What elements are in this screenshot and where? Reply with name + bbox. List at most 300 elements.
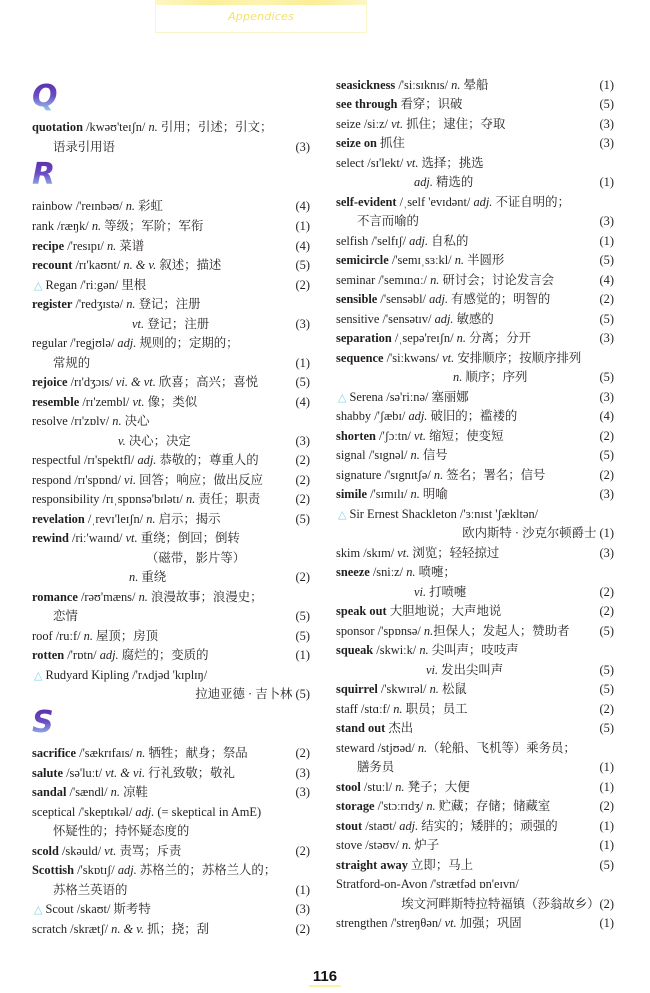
glossary-entry <box>32 509 310 529</box>
header-title: Appendices <box>228 10 294 23</box>
glossary-entry <box>32 411 310 431</box>
entry-definition: 腐烂的；变质的 <box>118 648 209 662</box>
entry-text <box>32 196 163 216</box>
entry-headword: shorten <box>336 429 376 443</box>
entry-text <box>336 796 550 816</box>
entry-part-of-speech: adj. <box>399 819 419 833</box>
entry-unit-number: (1) <box>599 234 614 248</box>
entry-headword: romance <box>32 590 78 604</box>
entry-unit-number: (2) <box>599 604 614 618</box>
glossary-entry <box>336 699 614 719</box>
entry-headword: stout <box>336 819 363 833</box>
glossary-entry <box>32 665 310 685</box>
entry-definition: 签名；署名；信号 <box>443 468 546 482</box>
entry-unit-number: (5) <box>295 375 310 389</box>
glossary-entry <box>336 504 614 524</box>
entry-definition: （轮船、飞机等）乘务员； <box>427 741 576 755</box>
entry-text <box>401 894 614 914</box>
entry-unit-number: (5) <box>599 721 614 735</box>
entry-text <box>53 353 90 373</box>
entry-part-of-speech: n. <box>426 799 436 813</box>
glossary-entry <box>336 387 614 407</box>
entry-definition: 信号 <box>419 448 448 462</box>
entry-pronunciation: sponsor /'spɒnsə/ <box>336 624 424 638</box>
entry-definition: 凉鞋 <box>119 785 148 799</box>
glossary-entry <box>32 353 310 373</box>
entry-translation: 欧内斯特 · 沙克尔顿爵士 (1) <box>462 526 614 540</box>
entry-part-of-speech: vt. <box>413 429 427 443</box>
entry-pronunciation: rank /ræŋk/ <box>32 219 92 233</box>
entry-part-of-speech: adj. <box>117 336 137 350</box>
section-letter-q: Q <box>32 82 62 112</box>
entry-definition: 敏感的 <box>453 312 494 326</box>
entry-part-of-speech: n. <box>423 624 434 638</box>
proper-noun-triangle-icon: △ <box>338 508 347 521</box>
entry-text <box>129 567 166 587</box>
entry-part-of-speech: n. <box>451 78 461 92</box>
entry-pronunciation: responsibility /rɪˌspɒnsə'bɪlətɪ/ <box>32 492 186 506</box>
entry-headword: seize on <box>336 136 377 150</box>
entry-unit-number: (5) <box>599 448 614 462</box>
entry-text <box>32 489 260 509</box>
entry-pronunciation: /ˌself 'evɪdənt/ <box>396 195 474 209</box>
entry-text <box>32 743 248 763</box>
entry-definition: 明喻 <box>419 487 448 501</box>
entry-definition: 加强；巩固 <box>456 916 522 930</box>
entry-definition: 回答；响应；做出反应 <box>136 473 264 487</box>
entry-part-of-speech: n. <box>83 629 93 643</box>
entry-text <box>336 445 448 465</box>
entry-definition: (= skeptical in AmE) <box>154 805 262 819</box>
entry-text <box>453 367 527 387</box>
entry-definition: 规则的；定期的； <box>136 336 239 350</box>
entry-text <box>32 392 197 412</box>
entry-unit-number: (2) <box>599 292 614 306</box>
entry-pronunciation: /staʊt/ <box>362 819 400 833</box>
entry-text <box>32 860 276 880</box>
entry-headword: recount <box>32 258 73 272</box>
glossary-entry <box>336 582 614 602</box>
entry-headword: rewind <box>32 531 69 545</box>
entry-part-of-speech: adj. <box>137 453 157 467</box>
glossary-entry <box>336 894 614 914</box>
entry-pronunciation: 苏格兰英语的 <box>53 883 128 897</box>
entry-pronunciation: 杰出 <box>385 721 414 735</box>
entry-headword: quotation <box>32 120 83 134</box>
entry-pronunciation: staff /stɑːf/ <box>336 702 394 716</box>
entry-part-of-speech: n. <box>410 448 420 462</box>
entry-unit-number: (2) <box>599 702 614 716</box>
entry-headword: scold <box>32 844 59 858</box>
section-letter-s: S <box>32 708 62 738</box>
entry-part-of-speech: n. <box>406 565 416 579</box>
glossary-entry <box>32 587 310 607</box>
entry-part-of-speech: n. <box>430 273 440 287</box>
entry-headword: squeak <box>336 643 374 657</box>
entry-pronunciation: signature /'sɪgnɪtʃə/ <box>336 468 434 482</box>
entry-definition: 责任；职责 <box>195 492 261 506</box>
entry-definition: 屋顶；房顶 <box>92 629 158 643</box>
entry-headword: Scottish <box>32 863 74 877</box>
entry-text <box>336 699 468 719</box>
entry-headword: register <box>32 297 73 311</box>
entry-unit-number: (2) <box>295 844 310 858</box>
glossary-entry <box>336 153 614 173</box>
entry-text <box>336 133 405 153</box>
entry-unit-number: (5) <box>295 629 310 643</box>
glossary-entry <box>32 294 310 314</box>
entry-unit-number: (5) <box>599 312 614 326</box>
entry-text <box>34 899 151 920</box>
entry-definition: 选择；挑选 <box>418 156 484 170</box>
entry-pronunciation: /'skwɪrəl/ <box>377 682 430 696</box>
entry-definition: 抓；挠；刮 <box>143 922 210 936</box>
glossary-entry <box>32 606 310 626</box>
entry-text <box>336 718 413 738</box>
entry-part-of-speech: n. <box>395 780 405 794</box>
entry-part-of-speech: vt. & vi. <box>105 766 146 780</box>
entry-unit-number: (1) <box>599 175 614 189</box>
entry-part-of-speech: n. <box>410 487 420 501</box>
entry-unit-number: (3) <box>295 785 310 799</box>
entry-definition: 决心；决定 <box>125 434 191 448</box>
glossary-entry <box>32 137 310 157</box>
entry-unit-number: (5) <box>599 370 614 384</box>
entry-text <box>336 426 503 446</box>
glossary-entry <box>336 601 614 621</box>
entry-part-of-speech: vt. <box>125 531 138 545</box>
entry-unit-number: (3) <box>599 117 614 131</box>
entry-text <box>32 528 240 548</box>
entry-definition: 欣喜；高兴；喜悦 <box>155 375 259 389</box>
entry-definition: 担保人；发起人；赞助者 <box>433 624 570 638</box>
entry-pronunciation: /rəʊ'mæns/ <box>77 590 139 604</box>
entry-text <box>336 348 581 368</box>
entry-text <box>336 75 488 95</box>
entry-pronunciation: Stratford-on-Avon /'strætfəd ɒn'eɪvn/ <box>336 877 519 891</box>
entry-text <box>53 137 115 157</box>
entry-pronunciation: 常规的 <box>53 356 91 370</box>
entry-pronunciation: /kwəʊ'teɪʃn/ <box>82 120 149 134</box>
entry-text <box>195 684 310 704</box>
entry-unit-number: (3) <box>599 136 614 150</box>
entry-pronunciation: 看穿；识破 <box>397 97 463 111</box>
entry-unit-number: (5) <box>599 624 614 638</box>
entry-text <box>32 333 239 353</box>
entry-pronunciation: Serena /sə'riːnə/ 塞丽娜 <box>349 390 469 404</box>
entry-text <box>426 660 503 680</box>
glossary-entry <box>336 367 614 387</box>
entry-text <box>32 802 261 822</box>
entry-unit-number: (2) <box>599 585 614 599</box>
entry-part-of-speech: vt. <box>104 844 117 858</box>
glossary-entry <box>32 470 310 490</box>
entry-text <box>336 289 550 309</box>
glossary-entry <box>336 816 614 836</box>
glossary-entry <box>32 743 310 763</box>
entry-headword: resemble <box>32 395 80 409</box>
entry-pronunciation: 抓住 <box>376 136 405 150</box>
entry-text <box>32 236 144 256</box>
glossary-entry <box>336 523 614 543</box>
entry-unit-number: (5) <box>599 858 614 872</box>
entry-text <box>32 372 258 392</box>
entry-part-of-speech: n. <box>453 370 463 384</box>
entry-pronunciation: /riː'waɪnd/ <box>68 531 126 545</box>
entry-unit-number: (4) <box>599 273 614 287</box>
entry-text <box>32 509 221 529</box>
entry-text <box>53 821 189 841</box>
entry-pronunciation: /'rɒtn/ <box>64 648 100 662</box>
entry-unit-number: (1) <box>599 780 614 794</box>
entry-unit-number: (1) <box>599 760 614 774</box>
entry-unit-number: (2) <box>599 799 614 813</box>
entry-part-of-speech: vt. <box>391 117 404 131</box>
entry-pronunciation: （磁带，影片等） <box>146 551 246 565</box>
entry-text <box>32 841 181 861</box>
entry-text <box>336 543 499 563</box>
entry-pronunciation: /'siːkwəns/ <box>383 351 443 365</box>
glossary-entry <box>32 684 310 704</box>
entry-pronunciation: /'stɔːrɪdʒ/ <box>374 799 427 813</box>
entry-pronunciation: resolve /rɪ'zɒlv/ <box>32 414 113 428</box>
entry-part-of-speech: adj. <box>429 292 449 306</box>
entry-unit-number: (5) <box>295 609 310 623</box>
entry-pronunciation: 立即；马上 <box>407 858 473 872</box>
entry-definition: 打喷嚏 <box>426 585 467 599</box>
entry-text <box>336 153 483 173</box>
entry-definition: 恭敬的；尊重人的 <box>156 453 259 467</box>
entry-headword: self-evident <box>336 195 397 209</box>
entry-unit-number: (4) <box>295 239 310 253</box>
entry-pronunciation: Regan /'riːgən/ 里根 <box>45 278 147 292</box>
entry-definition: 喷嚏； <box>415 565 456 579</box>
entry-definition: 像；类似 <box>144 395 198 409</box>
glossary-entry <box>336 75 614 95</box>
entry-pronunciation: 不言而喻的 <box>357 214 419 228</box>
entry-pronunciation: /'ʃɔːtn/ <box>375 429 414 443</box>
entry-pronunciation: respond /rɪ'spɒnd/ <box>32 473 124 487</box>
entry-headword: recipe <box>32 239 65 253</box>
entry-definition: 浪漫故事；浪漫史； <box>147 590 263 604</box>
entry-part-of-speech: adj. <box>117 863 137 877</box>
entry-headword: sacrifice <box>32 746 77 760</box>
entry-headword: seasickness <box>336 78 396 92</box>
entry-unit-number: (3) <box>295 140 310 154</box>
entry-text <box>336 777 470 797</box>
entry-definition: 职员；员工 <box>402 702 468 716</box>
proper-noun-triangle-icon: △ <box>34 903 43 916</box>
glossary-entry <box>336 445 614 465</box>
entry-unit-number: (5) <box>599 97 614 111</box>
entry-part-of-speech: n. <box>126 297 136 311</box>
entry-definition: 重绕 <box>138 570 167 584</box>
glossary-entry <box>336 465 614 485</box>
entry-text <box>53 880 127 900</box>
entry-pronunciation: /'sensəbl/ <box>377 292 430 306</box>
entry-text <box>336 621 569 641</box>
entry-headword: sneeze <box>336 565 370 579</box>
page-number <box>0 968 650 985</box>
entry-definition: 精选的 <box>432 175 474 189</box>
glossary-entry <box>32 372 310 392</box>
entry-definition: 启示；揭示 <box>155 512 221 526</box>
entry-headword: rejoice <box>32 375 68 389</box>
entry-unit-number: (2) <box>295 453 310 467</box>
entry-text <box>34 275 146 296</box>
entry-pronunciation: sceptical /'skeptɪkəl/ <box>32 805 136 819</box>
entry-text <box>414 582 466 602</box>
glossary-entry <box>32 802 310 822</box>
entry-pronunciation: 语录引用语 <box>53 140 115 154</box>
glossary-entry <box>32 314 310 334</box>
entry-headword: sequence <box>336 351 384 365</box>
entry-unit-number: (1) <box>295 883 310 897</box>
entry-definition: 贮藏；存储；储藏室 <box>435 799 551 813</box>
entry-part-of-speech: vt. <box>444 916 457 930</box>
glossary-entry <box>336 211 614 231</box>
entry-definition: 半圆形 <box>464 253 505 267</box>
glossary-entry <box>32 216 310 236</box>
glossary-entry <box>336 289 614 309</box>
entry-part-of-speech: vt. <box>132 317 145 331</box>
entry-unit-number: (1) <box>599 819 614 833</box>
entry-definition: 研讨会；讨论发言会 <box>439 273 554 287</box>
glossary-entry <box>336 835 614 855</box>
entry-text <box>357 211 419 231</box>
entry-text <box>462 523 614 543</box>
entry-pronunciation: /'semɪˌsɜːkl/ <box>388 253 455 267</box>
entry-pronunciation: selfish /'selfɪʃ/ <box>336 234 410 248</box>
entry-pronunciation: /'siːsɪknɪs/ <box>395 78 452 92</box>
entry-part-of-speech: vt. <box>397 546 410 560</box>
glossary-entry <box>32 841 310 861</box>
glossary-entry <box>336 348 614 368</box>
entry-part-of-speech: adj. <box>135 805 155 819</box>
entry-pronunciation: stove /stəʊv/ <box>336 838 402 852</box>
entry-headword: stand out <box>336 721 386 735</box>
entry-part-of-speech: n. <box>433 468 444 482</box>
glossary-entry <box>32 567 310 587</box>
entry-pronunciation: 怀疑性的；持怀疑态度的 <box>53 824 190 838</box>
entry-unit-number: (3) <box>599 487 614 501</box>
entry-part-of-speech: n. <box>402 838 412 852</box>
entry-unit-number: (5) <box>295 258 310 272</box>
entry-part-of-speech: vi. <box>124 473 137 487</box>
entry-unit-number: (3) <box>295 434 310 448</box>
glossary-entry <box>32 275 310 295</box>
entry-text <box>338 504 538 525</box>
entry-part-of-speech: n. <box>91 219 102 233</box>
glossary-entry <box>336 874 614 894</box>
glossary-entry <box>336 406 614 426</box>
entry-definition: 引用；引述；引文； <box>157 120 273 134</box>
entry-unit-number: (4) <box>295 199 310 213</box>
entry-unit-number: (3) <box>599 331 614 345</box>
glossary-entry <box>32 431 310 451</box>
entry-unit-number: (2) <box>295 473 310 487</box>
entry-part-of-speech: n. <box>148 120 158 134</box>
entry-definition: 不证自明的； <box>492 195 570 209</box>
glossary-entry <box>32 236 310 256</box>
entry-headword: salute <box>32 766 63 780</box>
entry-unit-number: (1) <box>599 78 614 92</box>
entry-pronunciation: 膳务员 <box>357 760 395 774</box>
entry-definition: 彩虹 <box>134 199 163 213</box>
entry-text <box>336 913 522 933</box>
entry-text <box>32 763 235 783</box>
entry-part-of-speech: adj. <box>473 195 493 209</box>
entry-unit-number: (4) <box>599 409 614 423</box>
entry-text <box>32 470 263 490</box>
glossary-entry <box>336 192 614 212</box>
entry-pronunciation: /'sækrɪfaɪs/ <box>76 746 137 760</box>
entry-pronunciation: seminar /'semɪnɑː/ <box>336 273 431 287</box>
entry-pronunciation: Scout /skaʊt/ 斯考特 <box>45 902 151 916</box>
entry-pronunciation: 大胆地说；大声地说 <box>386 604 502 618</box>
entry-headword: sandal <box>32 785 67 799</box>
entry-definition: 尖叫声；吱吱声 <box>428 643 519 657</box>
entry-pronunciation: skim /skɪm/ <box>336 546 398 560</box>
entry-text <box>32 645 208 665</box>
entry-part-of-speech: vt. <box>132 395 145 409</box>
entry-headword: separation <box>336 331 392 345</box>
entry-definition: 松鼠 <box>438 682 467 696</box>
entry-text <box>336 679 467 699</box>
glossary-entry <box>336 679 614 699</box>
entry-part-of-speech: vt. <box>406 156 419 170</box>
glossary-entry <box>336 543 614 563</box>
entry-text <box>336 855 473 875</box>
glossary-entry <box>336 250 614 270</box>
entry-text <box>32 919 209 939</box>
entry-definition: 登记；注册 <box>135 297 201 311</box>
entry-unit-number: (2) <box>295 746 310 760</box>
entry-translation: 拉迪亚德 · 吉卜林 (5) <box>195 687 310 701</box>
glossary-entry <box>32 255 310 275</box>
entry-part-of-speech: n. <box>138 590 148 604</box>
entry-part-of-speech: n. <box>146 512 156 526</box>
entry-definition: 抓住；逮住；夺取 <box>403 117 506 131</box>
entry-definition: 牺牲；献身；祭品 <box>145 746 248 760</box>
entry-definition: 行礼致敬；敬礼 <box>145 766 235 780</box>
entry-part-of-speech: n. <box>125 199 135 213</box>
entry-text <box>32 450 259 470</box>
entry-pronunciation: /rɪ'dʒɔɪs/ <box>67 375 116 389</box>
running-header <box>155 0 367 33</box>
glossary-entry <box>32 392 310 412</box>
glossary-entry <box>336 562 614 582</box>
entry-part-of-speech: n. <box>419 643 429 657</box>
entry-pronunciation: seize /siːz/ <box>336 117 392 131</box>
glossary-entry <box>336 777 614 797</box>
entry-unit-number: (2) <box>599 429 614 443</box>
entry-pronunciation: 恋情 <box>53 609 78 623</box>
entry-headword: stool <box>336 780 361 794</box>
glossary-entry <box>32 489 310 509</box>
entry-pronunciation: roof /ruːf/ <box>32 629 84 643</box>
entry-pronunciation: signal /'sɪgnəl/ <box>336 448 411 462</box>
entry-headword: sensible <box>336 292 378 306</box>
entry-unit-number: (3) <box>295 317 310 331</box>
entry-part-of-speech: n. <box>429 682 439 696</box>
glossary-entry <box>336 133 614 153</box>
entry-text <box>336 406 517 426</box>
entry-headword: speak out <box>336 604 387 618</box>
entry-pronunciation: /'sændl/ <box>66 785 111 799</box>
entry-text <box>336 192 570 212</box>
entry-text <box>336 94 462 114</box>
